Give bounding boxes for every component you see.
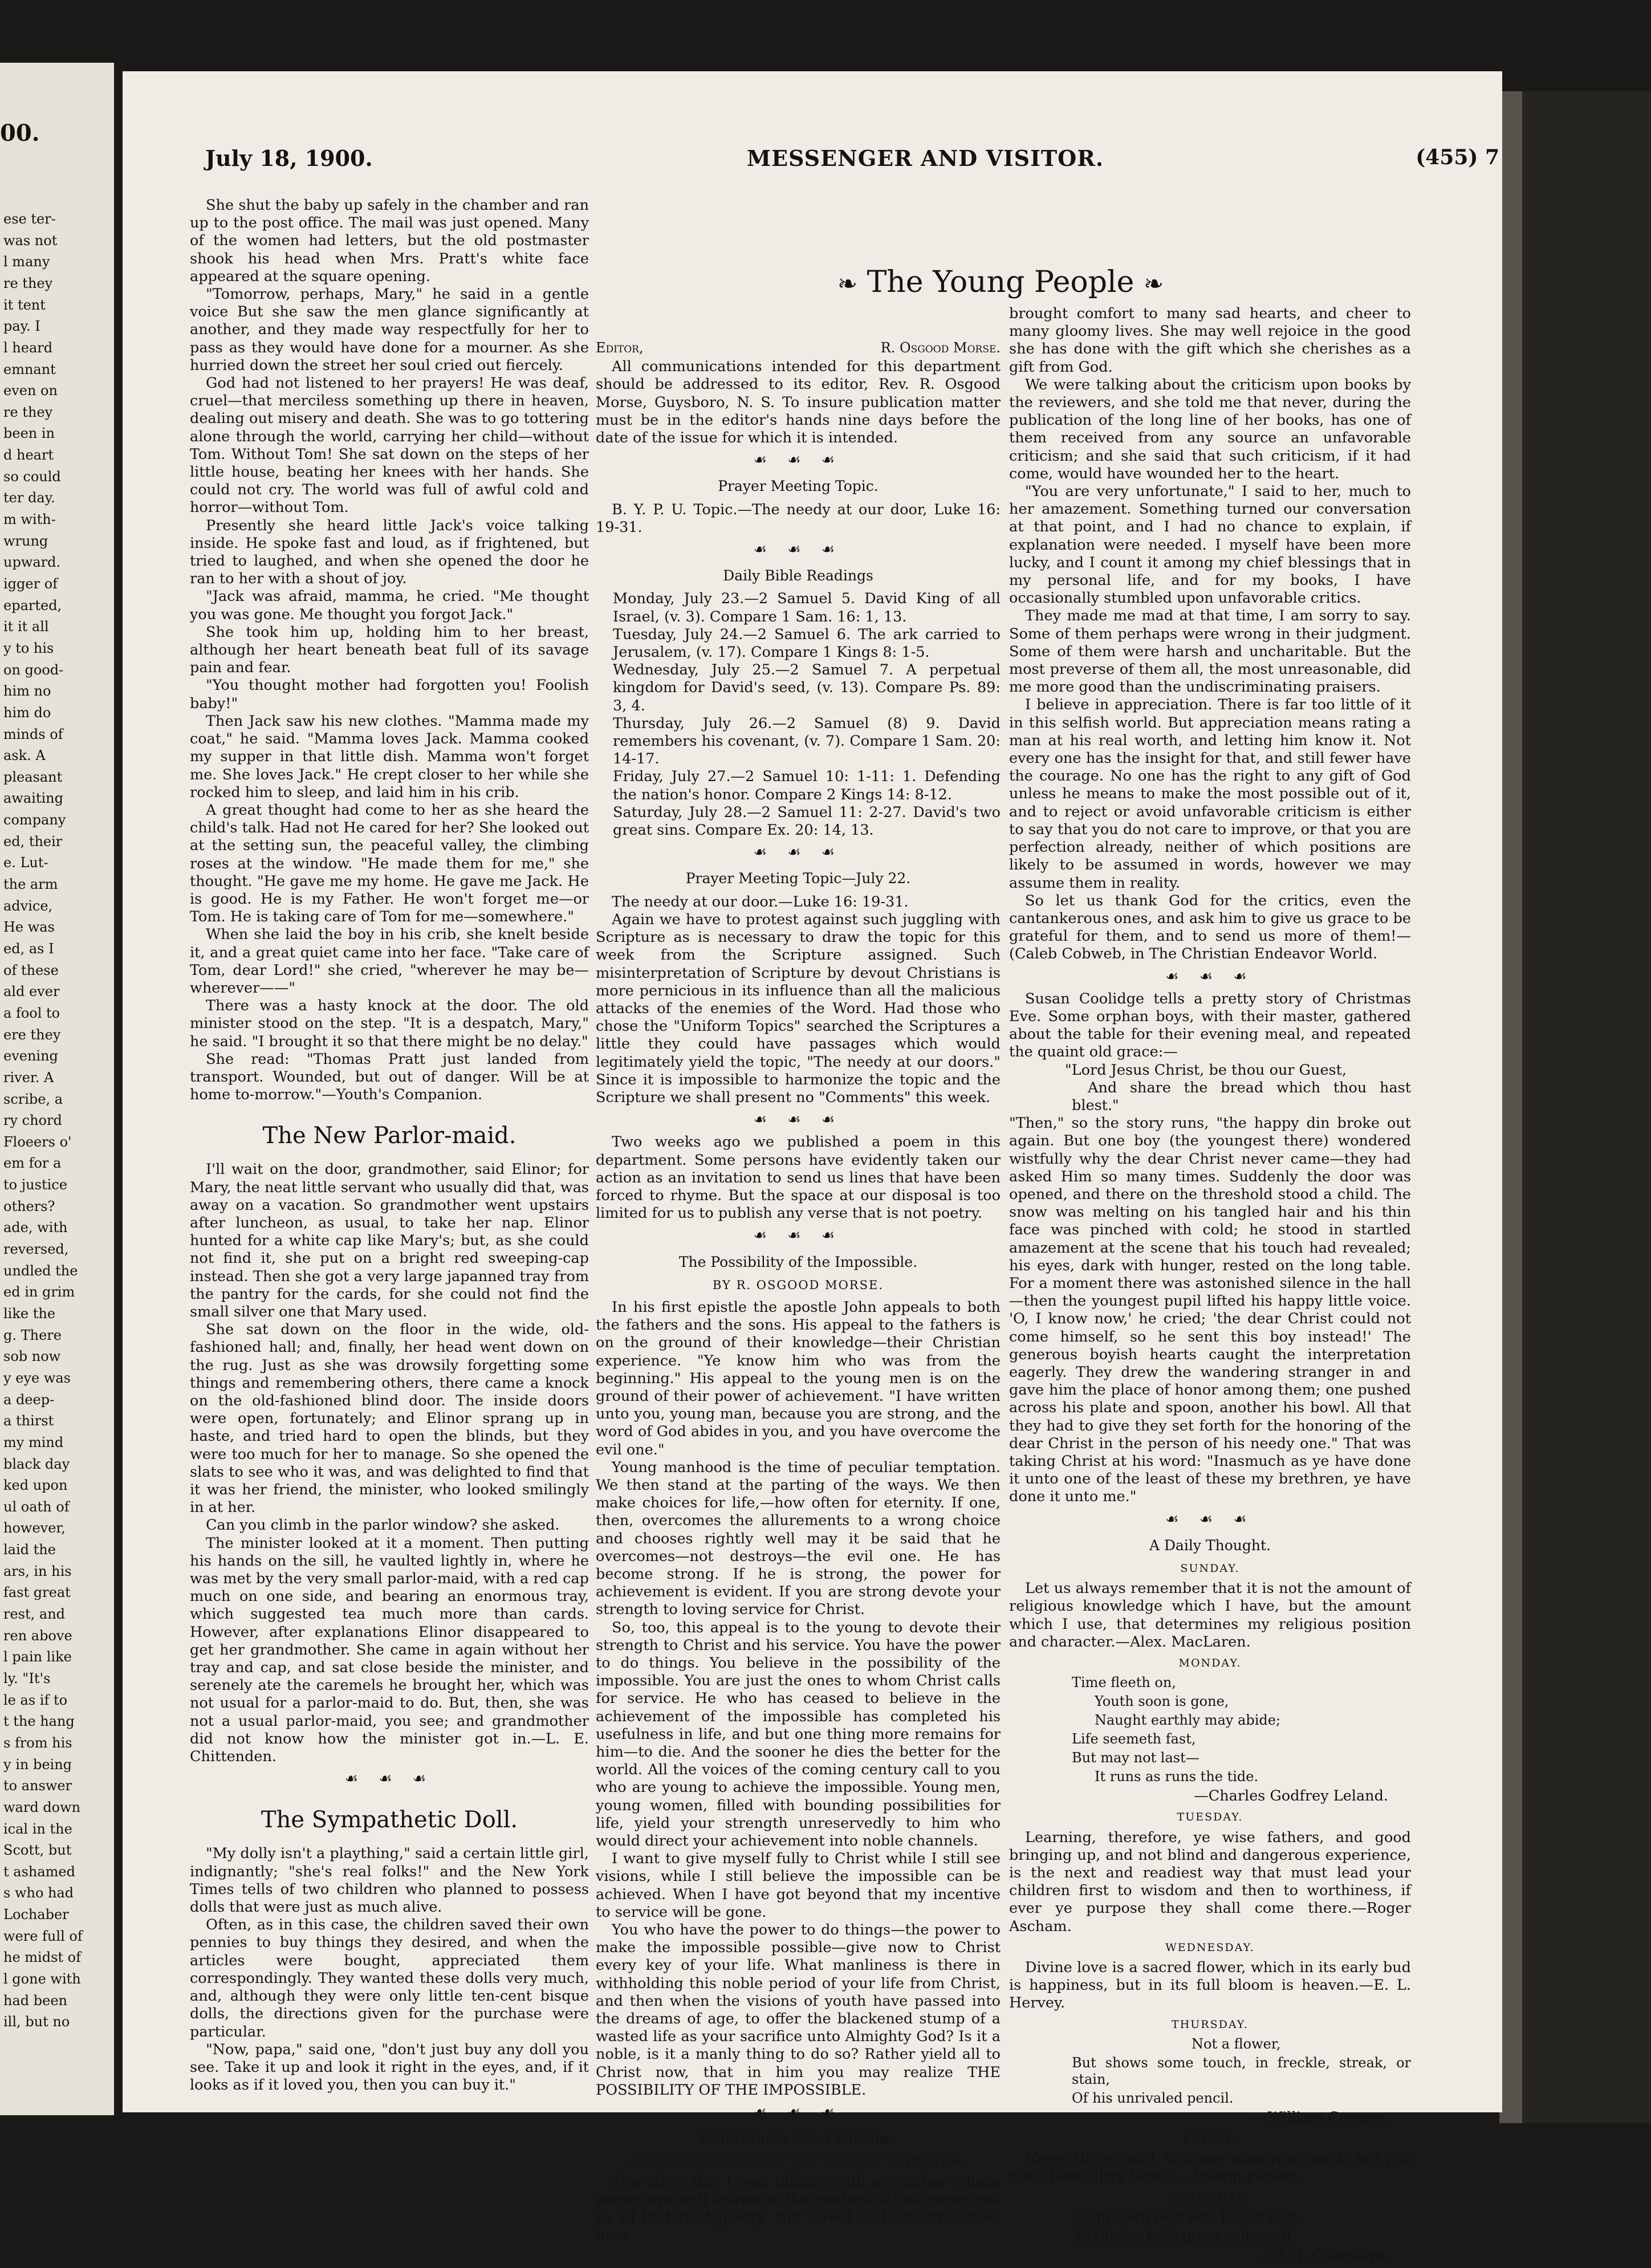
adjacent-text-fragment: even on [3,383,58,399]
editor-name: R. Osgood Morse. [880,340,1001,356]
adjacent-page-fragment [0,63,114,2115]
editor-label: Editor, [596,340,644,356]
adjacent-text-fragment: it it all [3,619,49,635]
day-label: SUNDAY. [1180,1562,1240,1575]
paragraph: There was a hasty knock at the door. The old minister stood on the step. "It is a despatch, Mary," he said. "I brought it so that there might be no delay." [190,997,589,1050]
paragraph: When she laid the boy in his crib, she knelt beside it, and a great quiet came into her face. "Take care of Tom, dear Lord!" she cried, "wherever he may be—wherever——" [190,926,589,997]
adjacent-text-fragment: ry chord [3,1112,62,1129]
adjacent-text-fragment: ter day. [3,490,55,506]
paragraph: You who have the power to do things—the power to make the impossible possible—give now to Christ every key of your life. What manliness is there in withholding this noble period of your life from Christ, and then when the visions of youth have passed into the dreams of age, to offer the blackened stump of a wasted life as your sacrifice unto Almighty God? Is it a noble, is it a manly thing to do so? Rather yield all to Christ now, that in him you may realize THE POSSIBILITY OF THE IMPOSSIBLE. [596,1921,1001,2099]
paragraph: God had not listened to her prayers! He was deaf, cruel—that merciless something up there in heaven, dealing out misery and death. She was to go tottering alone through the world, carrying her child—without Tom. Without Tom! She sat down on the steps of her little house, beating her knees with her hands. She could not cry. The world was full of awful cold and horror—without Tom. [190,375,589,517]
adjacent-text-fragment: were full of [3,1928,83,1944]
masthead: MESSENGER AND VISITOR. [747,145,1104,171]
page-header [205,145,1499,180]
paragraph: The other day I was talking with an author whose poems are well known to the readers of this paper and to all that read poetry. Her sweet and sincere verses have [596,2173,1001,2244]
adjacent-text-fragment: d heart [3,447,54,464]
adjacent-text-fragment: ul oath of [3,1498,70,1515]
reading-item: Wednesday, July 25.—2 Samuel 7. A perpetual kingdom for David's seed, (v. 13). Compare Ps. 89: 3, 4. [613,661,1001,714]
article-title: The Sympathetic Doll. [261,1807,518,1834]
adjacent-text-fragment: em for a [3,1155,62,1172]
paragraph: "You are very unfortunate," I said to her, much to her amazement. Something turned our conversation at that point, and I had no chance to explain, if explanation were needed. I myself have been more lucky, and I count it among my chief blessings that in my personal life, and for my books, I have occasionally stumbled upon unfavorable critics. [1009,483,1411,607]
paragraph: The needy at our door.—Luke 16: 19-31. [612,893,909,911]
adjacent-text-fragment: s who had [3,1885,74,1901]
section-divider: ☙ ☙ ☙ [753,452,843,469]
paragraph: She shut the baby up safely in the chamber and ran up to the post office. The mail was just opened. Many of the women had letters, but the old postmaster shook his head when Mrs. Pratt's white face appeared at the square opening. [190,197,589,285]
adjacent-text-fragment: he midst of [3,1949,82,1966]
adjacent-text-fragment: a deep- [3,1391,55,1408]
paragraph: Then Jack saw his new clothes. "Mamma made my coat," he said. "Mamma loves Jack. Mamma cooked my supper in that little dish. Mamma won't forget me. She loves Jack." He crept closer to her while she rocked him to sleep, and laid him in his crib. [190,712,589,801]
verse-line: Youth soon is gone, [1095,1693,1229,1710]
section-title-text: The Young People [867,265,1134,299]
paragraph: We were talking about the criticism upon books by the reviewers, and she told me that never, during the publication of the long line of her books, has one of them received from any source an unfavorable criticism; and she said that such criticism, if it had come, would have wounded her to the heart. [1009,376,1411,482]
editor-line [596,339,1001,357]
paragraph: Divine love is a sacred flower, which in its early bud is happiness, but in its full bloom is heaven.—E. L. Hervey. [1009,1959,1411,2012]
adjacent-page-number: 00. [0,120,40,147]
paragraph: "My dolly isn't a plaything," said a certain little girl, indignantly; "she's real folks!" and the New York Times tells of two children who planned to possess dolls that were just as much alive. [190,1845,589,1916]
verse-line: But shows some touch, in freckle, streak, or stain, [1072,2054,1411,2087]
paragraph: Presently she heard little Jack's voice talking inside. He spoke fast and loud, as if frightened, but tried to laughed, and when she opened the door he ran to her with a shout of joy. [190,517,589,588]
adjacent-text-fragment: it tent [3,296,46,313]
day-label: MONDAY. [1178,1657,1242,1670]
adjacent-text-fragment: been in [3,425,55,442]
byline: BY R. OSGOOD MORSE. [712,1278,884,1292]
verse-line: All things, both great and small. [1072,2228,1295,2244]
verse-line: Of his unrivaled pencil. [1072,2090,1234,2106]
paragraph: "Tomorrow, perhaps, Mary," he said in a gentle voice But she saw the men glance significantly at another, and they made way respectfully for her to pass as they would have done for a mourner. As she hurried down the street her soul cried out fiercely. [190,286,589,374]
adjacent-text-fragment: was not [3,232,58,249]
article-subtitle: CALEB MORALIZES ON THE USES OF CRITICISM. [631,2155,966,2168]
paragraph: Young manhood is the time of peculiar temptation. We then stand at the parting of the ways. We then make choices for life,—how often for eternity. If one, then, overcomes the allurements to a wrong choice and chooses rightly well may it be said that he overcomes—not destroys—the evil one. He has become strong. If he is strong, the power for achievement is evident. If you are strong devote your strength to loving service for Christ. [596,1458,1001,1619]
book-binding [1499,91,1651,2123]
day-label: THURSDAY. [1172,2018,1249,2031]
paragraph: The minister looked at it a moment. Then putting his hands on the sill, he vaulted lightly in, where he was met by the very small parlor-maid, with a red cap much on one side, and bearing an enormous tray, which suggested tea much more than cards. However, after explanations Elinor disappeared to get her grandmother. She came in again without her tray and cap, and sat close beside the minister, and serenely ate the caremels he brought her, which was not usual for a parlor-maid to do. But, then, she was not a usual parlor-maid, you see; and grandmother did not know how the minister got in.—L. E. Chittenden. [190,1534,589,1766]
paragraph: I want to give myself fully to Christ while I still see visions, while I still believe the impossible can be achieved. When I have got beyond that my incentive to service will be gone. [596,1850,1001,1921]
section-divider: ☙ ☙ ☙ [753,844,843,861]
paragraph: Let us always remember that it is not the amount of religious knowledge which I have, but the amount which I use, that determines my religious position and character.—Alex. MacLaren. [1009,1580,1411,1651]
paragraph: I'll wait on the door, grandmother, said Elinor; for Mary, the neat little servant who usually did that, was away on a vacation. So grandmother went upstairs after luncheon, as usual, to take her nap. Elinor hunted for a white cap like Mary's; but, as she could not find it, she put on a bright red sweeping-cap instead. Then she got a very large japanned tray from the pantry for the cards, for she could not find the small silver one that Mary used. [190,1161,589,1320]
ornament-icon: ❧ [1143,270,1164,298]
paragraph: In his first epistle the apostle John appeals to both the fathers and the sons. His appeal to the fathers is on the ground of their knowledge—their Christian experience. "Ye know him who was from the beginning." His appeal to the young men is on the ground of their power of achievement. "I have written unto you, young man, because you are strong, and the word of God abides in you, and you have overcome the evil one." [596,1298,1001,1458]
article-title: The Possibility of the Impossible. [678,1253,918,1270]
article-title: Unfortunate Good Fortune. [700,2130,897,2147]
adjacent-text-fragment: l gone with [3,1971,81,1987]
paragraph: Never throw mud. You may miss your mark; but you must have dirty hands.—Joseph Parker. [1009,2150,1411,2185]
reading-item: Tuesday, July 24.—2 Samuel 6. The ark carried to Jerusalem, (v. 17). Compare 1 Kings 8: 1-5. [613,625,1001,661]
quote-line: And share the bread which thou hast blest." [1072,1079,1411,1114]
adjacent-text-fragment: ked upon [3,1477,68,1494]
adjacent-text-fragment: minds of [3,726,63,742]
section-divider: ☙ ☙ ☙ [753,2104,843,2121]
adjacent-text-fragment: pay. I [3,318,40,335]
section-title [596,265,1405,299]
adjacent-text-fragment: Floeers o' [3,1133,72,1150]
adjacent-text-fragment: ars, in his [3,1563,72,1579]
adjacent-text-fragment: so could [3,468,61,485]
adjacent-text-fragment: had been [3,1992,67,2009]
adjacent-text-fragment: ed, their [3,833,63,850]
paragraph: brought comfort to many sad hearts, and cheer to many gloomy lives. She may well rejoice in the good she has done with the gift which she cherishes as a gift from God. [1009,305,1411,376]
adjacent-text-fragment: ly. "It's [3,1670,51,1686]
adjacent-text-fragment: igger of [3,576,58,592]
verse-line: But may not last— [1072,1750,1199,1766]
adjacent-text-fragment: on good- [3,661,64,678]
verse-line: It runs as runs the tide. [1095,1769,1259,1785]
adjacent-text-fragment: him do [3,704,51,721]
adjacent-text-fragment: ed, as I [3,941,54,957]
adjacent-text-fragment: Lochaber [3,1907,69,1923]
adjacent-text-fragment: t ashamed [3,1863,75,1880]
adjacent-text-fragment: m with- [3,511,56,528]
paragraph: Two weeks ago we published a poem in this department. Some persons have evidently taken our action as an invitation to send us lines that have been forced to rhyme. But the space at our disposal is too limited for us to publish any verse that is not poetry. [596,1133,1001,1222]
adjacent-text-fragment: company [3,812,66,828]
adjacent-text-fragment: others? [3,1198,55,1214]
paragraph: They made me mad at that time, I am sorry to say. Some of them perhaps were wrong in their judgment. Some of them were harsh and uncharitable. But the most preverse of them all, the most unreasonable, did me more good than the undiscriminating praisers. [1009,607,1411,696]
paragraph: I believe in appreciation. There is far too little of it in this selfish world. But appreciation means rating a man at his real worth, and letting him know it. Not every one has the insight for that, and still fewer have the courage. No one has the right to any gift of God unless he means to make the most possible out of it, and to reject or avoid unfavorable criticism is either to say that you do not care to improve, or that you are perfection already, neither of which positions are likely to be assumed in words, however we may assume them in reality. [1009,696,1411,892]
paragraph: B. Y. P. U. Topic.—The needy at our door, Luke 16: 19-31. [596,501,1001,536]
paragraph: Can you climb in the parlor window? she asked. [206,1517,560,1534]
paragraph: "Then," so the story runs, "the happy din broke out again. But one boy (the youngest there) wondered wistfully why the dear Christ never came—they had asked Him so many times. Suddenly the door was opened, and there on the threshold stood a child. The snow was melting on his tangled hair and his thin face was pinched with cold; he stood in startled amazement at the scene that his touch had revealed; his eyes, dark with hunger, rested on the long table. For a moment there was astonished silence in the hall—then the youngest pupil lifted his happy little voice. 'O, I know now,' he cried; 'the dear Christ could not come himself, so he sent this boy instead!' The generous boyish hearts caught the interpretation eagerly. They drew the wandering stranger in and gave him the place of honor among them; one pushed across his plate and spoon, another his bowl. All that they had to give they set forth for the honoring of the dear Christ in the person of his needy one." That was taking Christ at his word: "Inasmuch as ye have done it unto one of the least of these my brethren, ye have done it unto me." [1009,1115,1411,1506]
adjacent-text-fragment: y in being [3,1756,72,1773]
day-label: SATURDAY. [1172,2191,1247,2204]
adjacent-text-fragment: black day [3,1456,70,1472]
reading-item: Thursday, July 26.—2 Samuel (8) 9. David remembers his covenant, (v. 7). Compare 1 Sam. 20: 14-17. [613,714,1001,768]
page-number: (455) 7 [1416,145,1499,169]
attribution: —S. T. Coleridge. [1261,2246,1388,2264]
verse-line: Life seemeth fast, [1072,1731,1196,1747]
adjacent-text-fragment: ed in grim [3,1284,75,1300]
adjacent-text-fragment: ald ever [3,983,60,1000]
adjacent-text-fragment: him no [3,683,51,700]
bible-readings [596,590,1001,839]
adjacent-text-fragment: emnant [3,361,56,377]
adjacent-text-fragment: ere they [3,1026,61,1043]
article-title: Prayer Meeting Topic. [718,478,879,495]
adjacent-text-fragment: s from his [3,1734,72,1751]
verse-line: Naught earthly may abide; [1095,1712,1281,1729]
adjacent-text-fragment: scribe, a [3,1091,63,1107]
adjacent-text-fragment: a thirst [3,1413,54,1429]
paragraph: She sat down on the floor in the wide, old-fashioned hall; and, finally, her head went down on the rug. Just as she was drowsily forgetting some things and remembering others, there came a knock on the old-fashioned blind door. The inside doors were open, fortunately; and Elinor sprang up in haste, and tried hard to open the blinds, but they were too much for her to manage. So she opened the slats to see who it was, and was delighted to find that it was her friend, the minister, who looked smilingly in at her. [190,1321,589,1517]
verse-line: He prayeth best who loveth best [1072,2209,1298,2225]
adjacent-text-fragment: re they [3,404,53,420]
adjacent-text-fragment: pleasant [3,769,63,785]
adjacent-text-fragment: however, [3,1520,66,1537]
adjacent-text-fragment: wrung [3,533,48,549]
verse-line: Time fleeth on, [1072,1674,1176,1691]
section-divider: ☙ ☙ ☙ [753,541,843,559]
adjacent-text-fragment: sob now [3,1348,61,1365]
adjacent-text-fragment: ren above [3,1627,72,1644]
adjacent-text-fragment: to answer [3,1778,72,1794]
adjacent-text-fragment: y eye was [3,1369,71,1386]
paragraph: Often, as in this case, the children saved their own pennies to buy things they desired, and when the articles were bought, appreciated them correspondingly. They wanted these dolls very much, and, although they were only little ten-cent bisque dolls, the directions given for the purchase were particular. [190,1916,589,2041]
quote-line: "Lord Jesus Christ, be thou our Guest, [1065,1061,1347,1079]
adjacent-text-fragment: ill, but no [3,2014,70,2030]
ornament-icon: ❧ [837,270,858,298]
adjacent-text-fragment: ical in the [3,1820,72,1837]
paragraph: "Jack was afraid, mamma, he cried. "Me thought you was gone. Me thought you forgot Jack." [190,588,589,623]
adjacent-text-fragment: l heard [3,339,53,356]
adjacent-text-fragment: Scott, but [3,1842,72,1859]
paragraph: Susan Coolidge tells a pretty story of Christmas Eve. Some orphan boys, with their master, gathered about the table for their evening meal, and repeated the quaint old grace:— [1009,990,1411,1061]
adjacent-text-fragment: awaiting [3,790,63,807]
adjacent-text-fragment: river. A [3,1069,54,1086]
attribution: —Charles Godfrey Leland. [1194,1787,1388,1805]
adjacent-text-fragment: my mind [3,1434,64,1450]
adjacent-text-fragment: re they [3,275,53,291]
reading-item: Monday, July 23.—2 Samuel 5. David King of all Israel, (v. 3). Compare 1 Sam. 16: 1, 13. [613,590,1001,625]
paragraph: Again we have to protest against such juggling with Scripture as is necessary to draw the topic for this week from the Scripture assigned. Such misinterpretation of Scripture by devout Christians is more pernicious in its influence than all the malicious attacks of the enemies of the Word. Had those who chose the "Uniform Topics" searched the Scriptures a little they could have passages which would legitimately yield the topic, "The needy at our doors." Since it is impossible to harmonize the topic and the Scripture we shall present no "Comments" this week. [596,911,1001,1106]
section-divider: ☙ ☙ ☙ [1165,1510,1255,1528]
section-divider: ☙ ☙ ☙ [1165,968,1255,985]
section-divider: ☙ ☙ ☙ [753,1111,843,1129]
adjacent-text-fragment: ward down [3,1799,81,1815]
article-title: Daily Bible Readings [723,567,873,584]
adjacent-text-fragment: of these [3,962,59,978]
adjacent-text-fragment: ade, with [3,1220,68,1236]
paragraph: So, too, this appeal is to the young to devote their strength to Christ and his service. You have the power to do things. You believe in the possibility of the impossible. You are just the ones to whom Christ calls for service. He who has ceased to believe in the achievement of the impossible has completed his usefulness in life, and but one thing more remains for him—to die. And the sooner he dies the better for the world. All the voices of the coming century call to you who are young to achieve the impossible. Young men, young women, filled with bounding possibilities for life, yield your strength unreservedly to him who would direct your achievement into noble channels. [596,1619,1001,1850]
day-label: TUESDAY. [1177,1811,1243,1824]
adjacent-text-fragment: eparted, [3,597,62,613]
adjacent-text-fragment: rest, and [3,1606,66,1623]
adjacent-text-fragment: y to his [3,640,54,656]
adjacent-text-fragment: ese ter- [3,211,56,227]
adjacent-text-fragment: like the [3,1306,56,1322]
adjacent-text-fragment: evening [3,1048,58,1064]
issue-date: July 18, 1900. [205,145,373,171]
adjacent-text-fragment: le as if to [3,1692,68,1708]
adjacent-text-fragment: to justice [3,1177,67,1193]
adjacent-text-fragment: advice, [3,897,53,914]
adjacent-text-fragment: He was [3,919,55,936]
reading-item: Saturday, July 28.—2 Samuel 11: 2-27. David's two great sins. Compare Ex. 20: 14, 13. [613,803,1001,839]
adjacent-text-fragment: reversed, [3,1241,69,1258]
editor-note: All communications intended for this department should be addressed to its editor, Rev. R. Osgood Morse, Guysboro, N. S. To insure publication matter must be in the editor's hands nine days before the date of the issue for which it is intended. [596,358,1001,447]
reading-item: Friday, July 27.—2 Samuel 10: 1-11: 1. Defending the nation's honor. Compare 2 Kings 14: 8-12. [613,768,1001,803]
adjacent-text-fragment: g. There [3,1327,62,1343]
attribution: —William Cowper. [1253,2108,1388,2126]
section-divider: ☙ ☙ ☙ [344,1770,434,1788]
paragraph: "You thought mother had forgotten you! Foolish baby!" [190,677,589,712]
adjacent-text-fragment: t the hang [3,1713,75,1730]
column-1 [190,197,589,2094]
article-title: Prayer Meeting Topic—July 22. [685,870,911,887]
column-3 [1009,305,1411,2268]
article-title: A Daily Thought. [1149,1537,1271,1554]
day-label: WEDNESDAY. [1165,1941,1255,1954]
adjacent-text-fragment: l many [3,254,50,270]
column-2 [596,339,1001,2245]
paragraph: She took him up, holding him to her breast, although her heart beneath beat full of its savage pain and fear. [190,623,589,677]
paragraph: So let us thank God for the critics, even the cantankerous ones, and ask him to give us grace to be grateful for them, and to send us more of them!—(Caleb Cobweb, in The Christian Endeavor World. [1009,892,1411,963]
day-label: FRIDAY. [1183,2132,1237,2145]
paragraph: Learning, therefore, ye wise fathers, and good bringing up, and not blind and dangerous experience, is the next and readiest way that must lead your children first to wisdom and then to worthiness, if ever ye purpose they shall come there.—Roger Ascham. [1009,1828,1411,1935]
newspaper-page [123,71,1502,2264]
adjacent-text-fragment: upward. [3,554,61,571]
adjacent-text-fragment: fast great [3,1584,71,1601]
verse-line: Not a flower, [1192,2035,1281,2052]
adjacent-text-fragment: l pain like [3,1649,72,1665]
adjacent-text-fragment: the arm [3,876,58,893]
article-title: The New Parlor-maid. [262,1123,517,1149]
paragraph: "Now, papa," said one, "don't just buy any doll you see. Take it up and look it right in the eyes, and, if it looks as if it loved you, then you can buy it." [190,2041,589,2094]
adjacent-text-fragment: a fool to [3,1005,60,1021]
adjacent-text-fragment: laid the [3,1542,56,1558]
adjacent-text-fragment: ask. A [3,747,46,764]
adjacent-text-fragment: undled the [3,1262,78,1279]
story-end [190,197,589,1104]
section-divider: ☙ ☙ ☙ [753,1227,843,1245]
paragraph: She read: "Thomas Pratt just landed from transport. Wounded, but out of danger. Will be at home to-morrow."—Youth's Companion. [190,1050,589,1104]
paragraph: A great thought had come to her as she heard the child's talk. Had not He cared for her? She looked out at the setting sun, the peaceful valley, the climbing roses at the window. "He made them for me," she thought. "He gave me my home. He gave me Jack. He is good. He is my Father. He won't forget me—or Tom. He is taking care of Tom for me—somewhere." [190,801,589,926]
adjacent-text-fragment: e. Lut- [3,855,48,871]
